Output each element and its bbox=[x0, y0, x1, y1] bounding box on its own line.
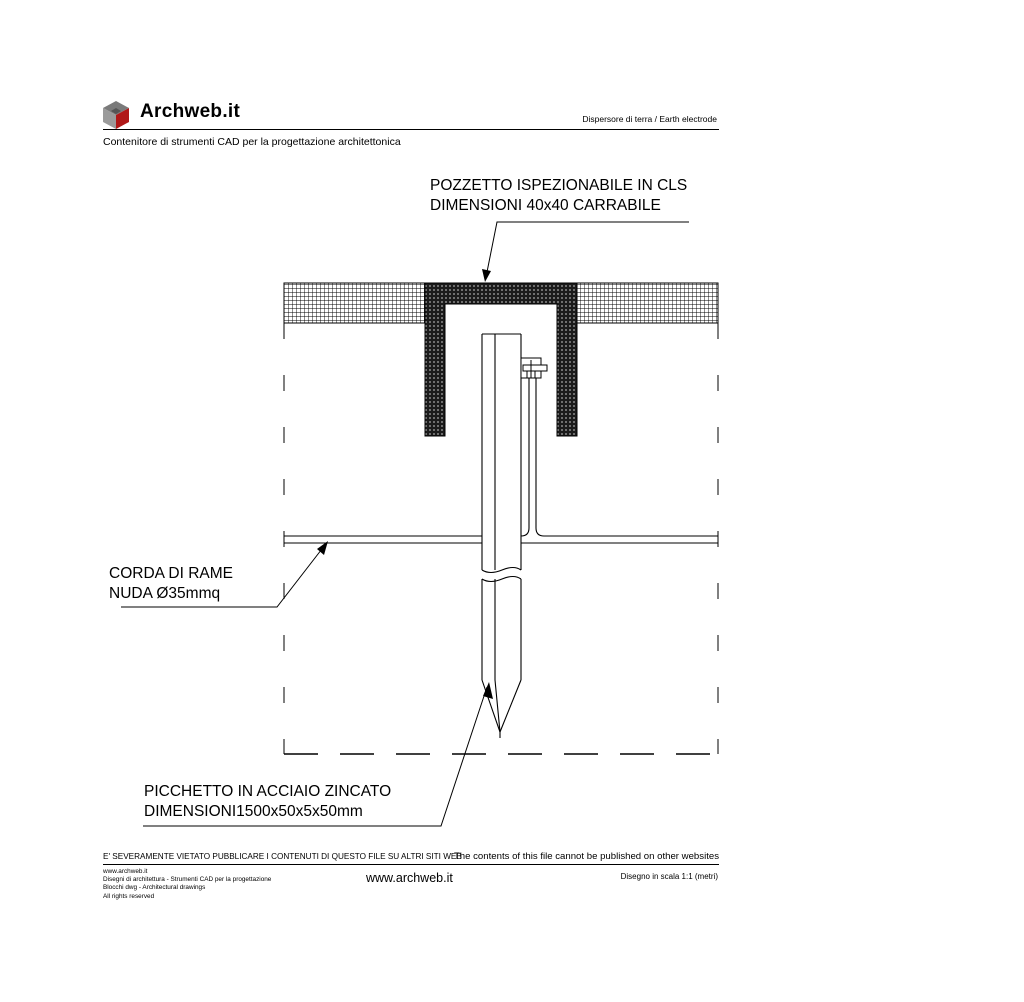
callout-picchetto-line-1: PICCHETTO IN ACCIAIO ZINCATO bbox=[144, 783, 392, 800]
footer-warning-english: The contents of this file cannot be published on other websites bbox=[453, 851, 719, 862]
callout-pozzetto-line-1: POZZETTO ISPEZIONABILE IN CLS bbox=[430, 177, 688, 194]
footer-credit-line: Blocchi dwg - Architectural drawings bbox=[103, 884, 206, 892]
callout-pozzetto bbox=[430, 176, 687, 216]
soil-boundary bbox=[284, 323, 718, 754]
callout-picchetto-line-2: DIMENSIONI1500x50x5x50mm bbox=[144, 803, 363, 820]
copper-cord bbox=[284, 378, 718, 543]
drawing-title: Dispersore di terra / Earth electrode bbox=[582, 114, 717, 124]
footer-credit-line: Disegni di architettura - Strumenti CAD per la progettazione bbox=[103, 876, 272, 884]
terminal-clamp bbox=[521, 358, 547, 378]
header-divider bbox=[103, 129, 719, 130]
footer-credit-line: All rights reserved bbox=[103, 892, 155, 900]
steel-stake bbox=[482, 334, 521, 738]
callout-picchetto bbox=[144, 782, 391, 822]
footer-warning-italian: E' SEVERAMENTE VIETATO PUBBLICARE I CONTENUTI DI QUESTO FILE SU ALTRI SITI WEB bbox=[103, 852, 462, 861]
brand-name: Archweb.it bbox=[140, 101, 241, 122]
footer-website: www.archweb.it bbox=[366, 871, 453, 885]
footer-scale: Disegno in scala 1:1 (metri) bbox=[620, 872, 718, 881]
footer-divider bbox=[103, 864, 719, 865]
callout-corda-line-1: CORDA DI RAME bbox=[109, 565, 234, 582]
archweb-logo-icon bbox=[103, 101, 129, 129]
callout-corda-line-2: NUDA Ø35mmq bbox=[109, 585, 221, 602]
site-tagline: Contenitore di strumenti CAD per la progettazione architettonica bbox=[103, 136, 401, 148]
callout-corda bbox=[109, 564, 233, 604]
inspection-pit bbox=[425, 283, 577, 436]
callout-pozzetto-line-2: DIMENSIONI 40x40 CARRABILE bbox=[430, 197, 661, 214]
footer-credits bbox=[103, 868, 271, 901]
footer-credit-line: www.archweb.it bbox=[103, 868, 148, 875]
leader-arrowheads bbox=[317, 269, 493, 699]
